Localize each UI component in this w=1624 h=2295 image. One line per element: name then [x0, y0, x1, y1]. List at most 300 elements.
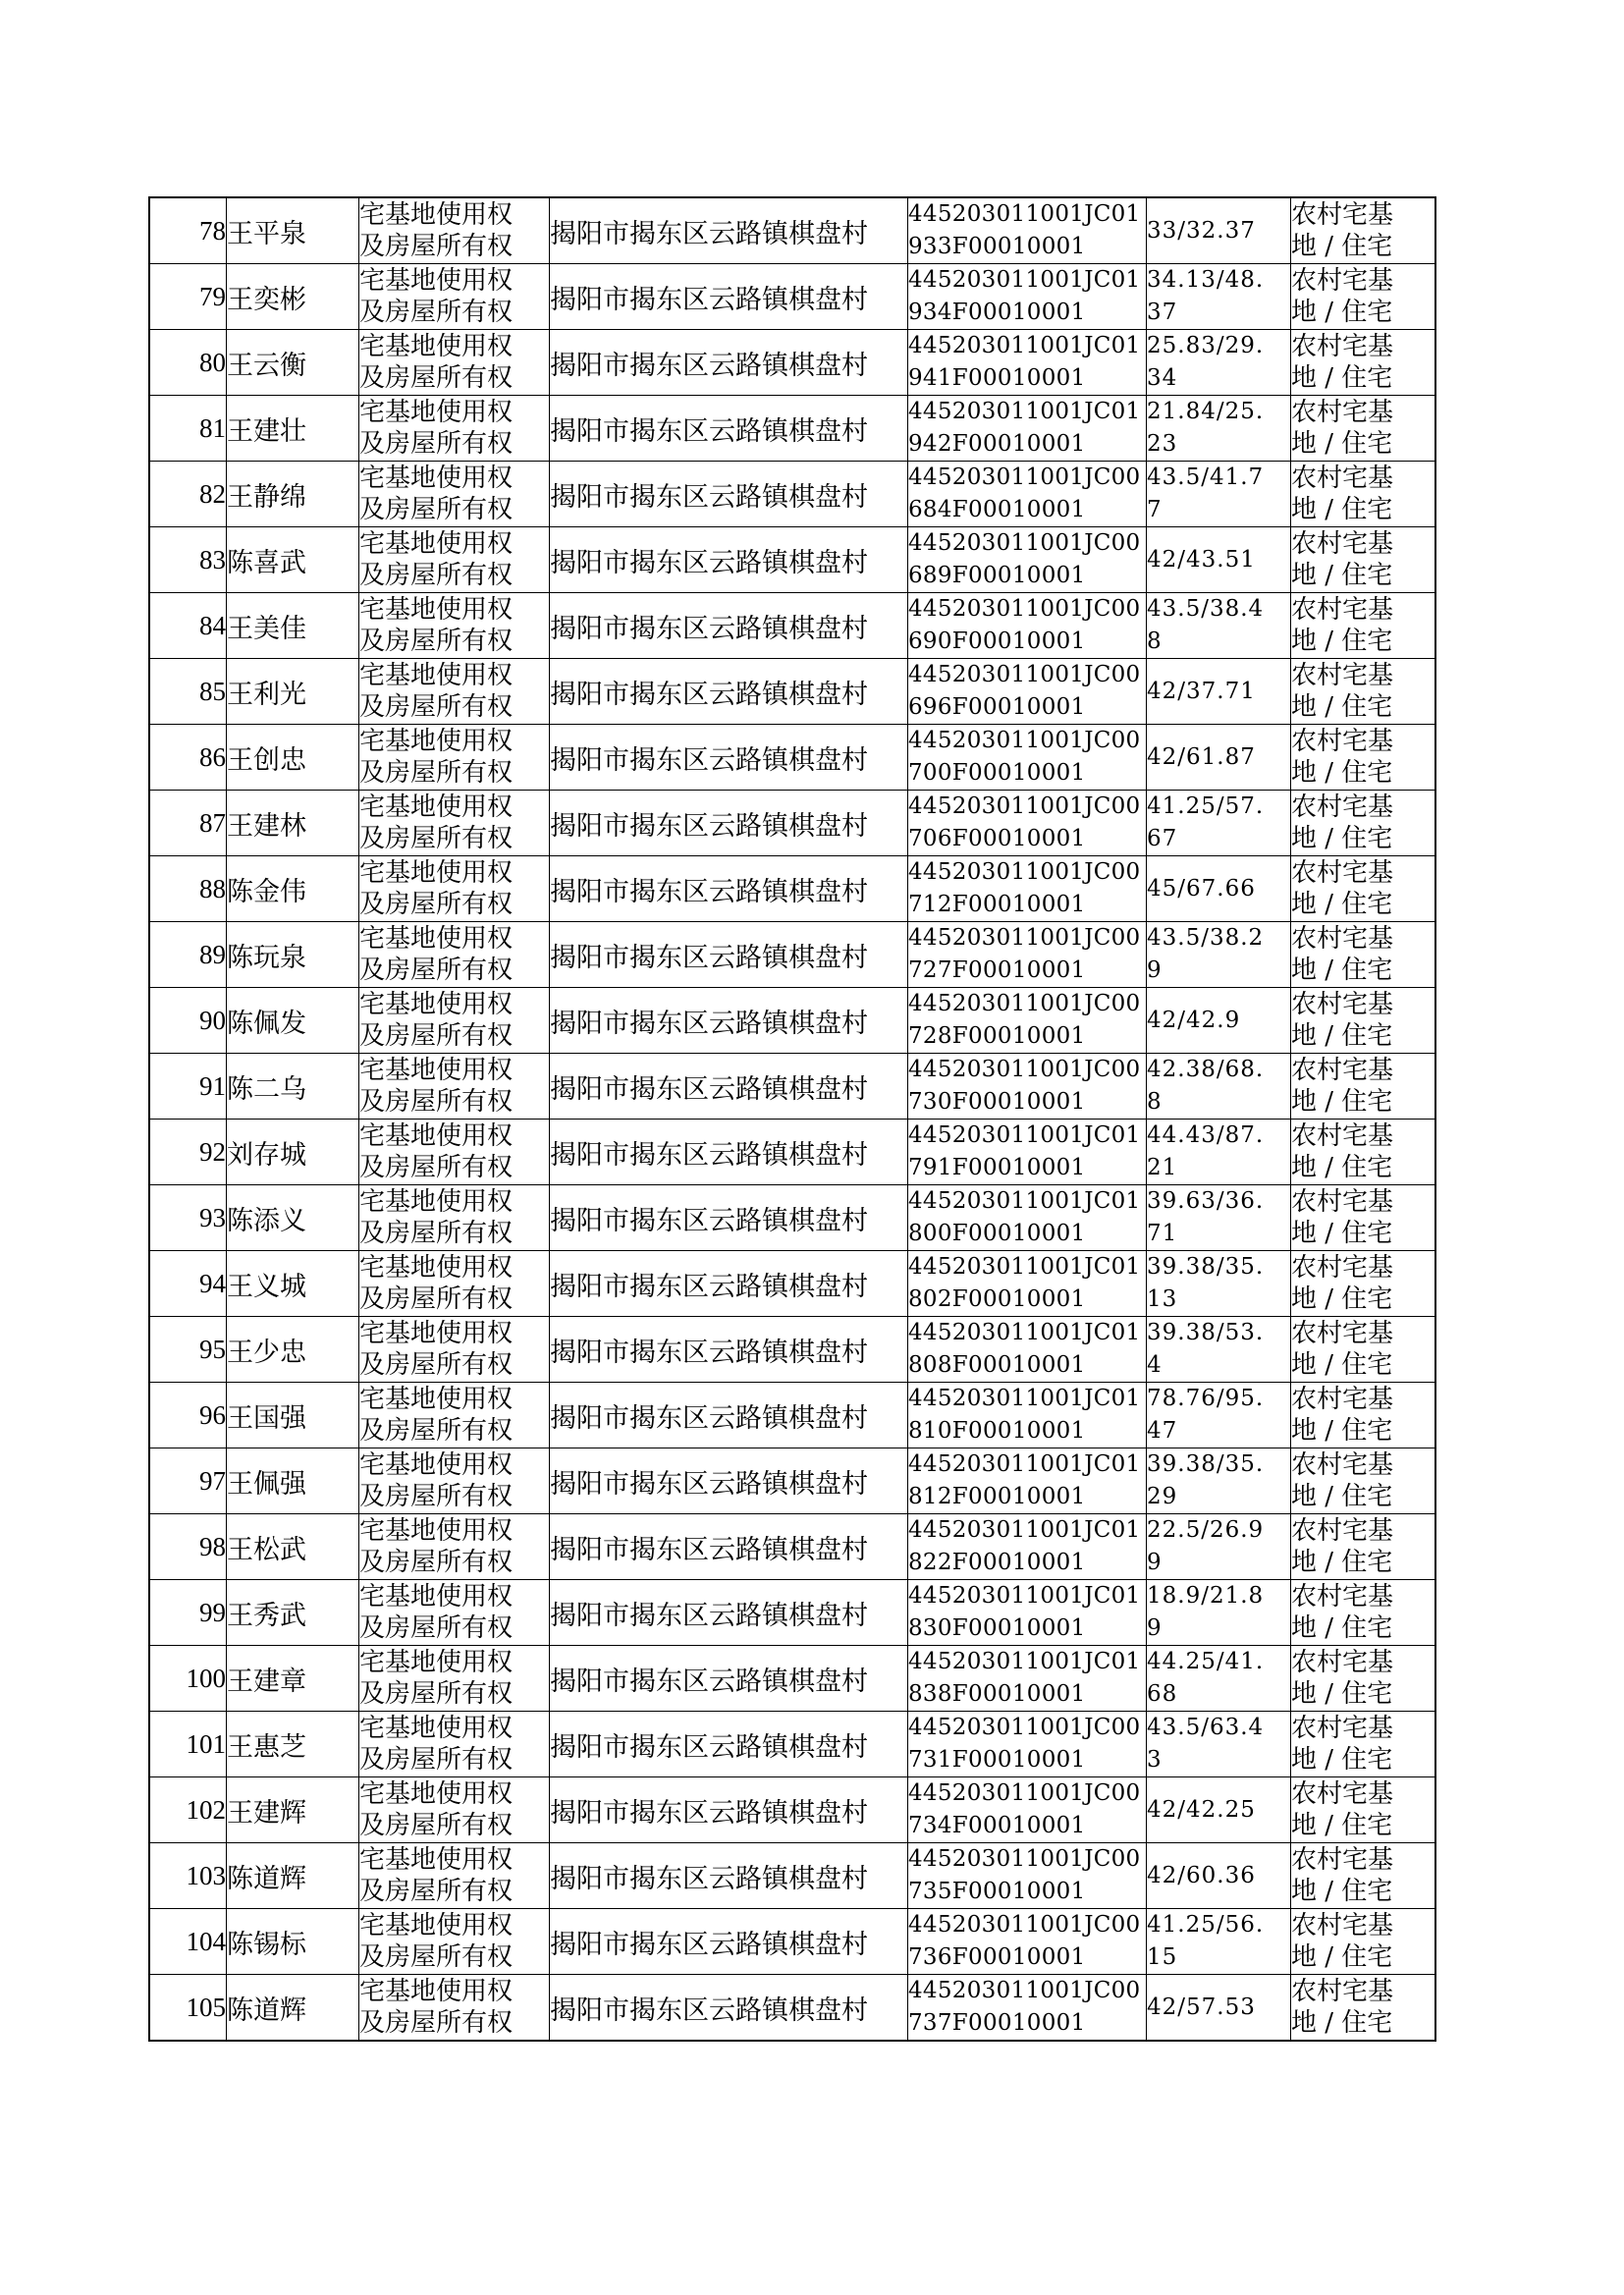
location-cell: [550, 1580, 908, 1646]
location-location-text: 揭阳市揭东区云路镇棋盘村: [550, 1929, 868, 1960]
owner-name-name-text: 王平泉: [227, 218, 306, 249]
unit-code-code1-text: 445203011001JC01: [908, 333, 1141, 358]
unit-code-code1-text: 445203011001JC00: [908, 1912, 1141, 1938]
unit-code-code1-text: 445203011001JC00: [908, 596, 1141, 622]
registration-table-body: [149, 197, 1435, 2041]
land-use-use1-text: 农村宅基: [1291, 727, 1394, 756]
owner-name-name-text: 王建林: [227, 810, 306, 842]
area-cell: [1147, 197, 1291, 264]
unit-code-code1-text: 445203011001JC00: [908, 464, 1141, 490]
area-area2-text: 71: [1147, 1221, 1178, 1246]
row-number-no-text: 84: [199, 610, 226, 640]
location-location-text: 揭阳市揭东区云路镇棋盘村: [550, 1008, 868, 1039]
unit-code-code2-text: 800F00010001: [908, 1221, 1086, 1246]
area-cell: [1147, 1054, 1291, 1120]
row-number-no-text: 92: [199, 1136, 226, 1167]
land-use-cell: [1291, 725, 1436, 791]
unit-code-cell: [908, 1777, 1147, 1843]
area-area2-text: 8: [1147, 628, 1163, 654]
table-row: [149, 462, 1435, 527]
right-type-type2-text: 及房屋所有权: [359, 1284, 514, 1314]
area-cell: [1147, 1448, 1291, 1514]
owner-name-name-text: 王建辉: [227, 1797, 306, 1829]
land-use-use2-text: 地 / 住宅: [1291, 1482, 1393, 1511]
right-type-type1-text: 宅基地使用权: [359, 1845, 514, 1875]
land-use-use2-text: 地 / 住宅: [1291, 1153, 1393, 1182]
land-use-use1-text: 农村宅基: [1291, 266, 1394, 296]
land-use-use2-text: 地 / 住宅: [1291, 627, 1393, 656]
unit-code-code2-text: 808F00010001: [908, 1352, 1086, 1378]
owner-name-cell: [227, 1843, 359, 1909]
location-cell: [550, 856, 908, 922]
area-cell: [1147, 791, 1291, 856]
right-type-cell: [359, 1909, 550, 1975]
location-location-text: 揭阳市揭东区云路镇棋盘村: [550, 613, 868, 644]
land-use-cell: [1291, 1383, 1436, 1448]
land-use-use1-text: 农村宅基: [1291, 1911, 1394, 1940]
unit-code-code1-text: 445203011001JC01: [908, 1320, 1141, 1345]
area-cell: [1147, 1514, 1291, 1580]
land-use-cell: [1291, 1975, 1436, 2042]
right-type-type2-text: 及房屋所有权: [359, 824, 514, 853]
unit-code-cell: [908, 922, 1147, 988]
land-use-cell: [1291, 1580, 1436, 1646]
location-cell: [550, 922, 908, 988]
area-area2-text: 68: [1147, 1681, 1178, 1707]
location-location-text: 揭阳市揭东区云路镇棋盘村: [550, 744, 868, 776]
area-area2-text: 9: [1147, 1615, 1163, 1641]
table-row: [149, 527, 1435, 593]
land-use-use2-text: 地 / 住宅: [1291, 1877, 1393, 1906]
owner-name-cell: [227, 593, 359, 659]
land-use-cell: [1291, 396, 1436, 462]
area-area1-text: 39.63/36.: [1147, 1188, 1265, 1214]
land-use-use2-text: 地 / 住宅: [1291, 429, 1393, 459]
row-number-cell: [149, 1317, 227, 1383]
right-type-type2-text: 及房屋所有权: [359, 363, 514, 393]
land-use-use1-text: 农村宅基: [1291, 1582, 1394, 1612]
row-number-no-text: 105: [186, 1992, 226, 2022]
land-use-use2-text: 地 / 住宅: [1291, 1284, 1393, 1314]
right-type-type2-text: 及房屋所有权: [359, 561, 514, 590]
location-cell: [550, 1185, 908, 1251]
area-cell: [1147, 725, 1291, 791]
right-type-type2-text: 及房屋所有权: [359, 1942, 514, 1972]
location-cell: [550, 1975, 908, 2042]
unit-code-code1-text: 445203011001JC00: [908, 1780, 1141, 1806]
area-area2-text: 9: [1147, 1550, 1163, 1575]
row-number-cell: [149, 1580, 227, 1646]
right-type-type1-text: 宅基地使用权: [359, 792, 514, 822]
right-type-cell: [359, 1975, 550, 2042]
location-location-text: 揭阳市揭东区云路镇棋盘村: [550, 1468, 868, 1500]
location-cell: [550, 1448, 908, 1514]
owner-name-cell: [227, 396, 359, 462]
table-row: [149, 1120, 1435, 1185]
area-area2-text: 23: [1147, 431, 1178, 457]
location-cell: [550, 659, 908, 725]
unit-code-code1-text: 445203011001JC01: [908, 399, 1141, 424]
row-number-cell: [149, 988, 227, 1054]
row-number-cell: [149, 1251, 227, 1317]
land-use-cell: [1291, 264, 1436, 330]
row-number-cell: [149, 1120, 227, 1185]
location-cell: [550, 593, 908, 659]
owner-name-cell: [227, 1646, 359, 1712]
right-type-type1-text: 宅基地使用权: [359, 1516, 514, 1546]
right-type-type1-text: 宅基地使用权: [359, 727, 514, 756]
land-use-cell: [1291, 330, 1436, 396]
area-cell: [1147, 462, 1291, 527]
row-number-no-text: 103: [186, 1860, 226, 1890]
right-type-type1-text: 宅基地使用权: [359, 924, 514, 954]
row-number-cell: [149, 330, 227, 396]
unit-code-cell: [908, 1251, 1147, 1317]
land-use-use2-text: 地 / 住宅: [1291, 1219, 1393, 1248]
land-use-use1-text: 农村宅基: [1291, 1385, 1394, 1414]
right-type-type1-text: 宅基地使用权: [359, 990, 514, 1019]
unit-code-code2-text: 802F00010001: [908, 1286, 1086, 1312]
owner-name-name-text: 王美佳: [227, 613, 306, 644]
land-use-use2-text: 地 / 住宅: [1291, 495, 1393, 524]
unit-code-code2-text: 728F00010001: [908, 1023, 1086, 1049]
right-type-type1-text: 宅基地使用权: [359, 1582, 514, 1612]
table-row: [149, 1514, 1435, 1580]
location-cell: [550, 791, 908, 856]
right-type-type1-text: 宅基地使用权: [359, 1187, 514, 1217]
owner-name-cell: [227, 1514, 359, 1580]
right-type-type1-text: 宅基地使用权: [359, 858, 514, 888]
unit-code-code2-text: 684F00010001: [908, 497, 1086, 522]
area-area1-text: 34.13/48.: [1147, 267, 1265, 293]
right-type-type2-text: 及房屋所有权: [359, 1548, 514, 1577]
right-type-type2-text: 及房屋所有权: [359, 495, 514, 524]
unit-code-cell: [908, 330, 1147, 396]
right-type-cell: [359, 922, 550, 988]
owner-name-name-text: 陈喜武: [227, 547, 306, 578]
row-number-cell: [149, 1712, 227, 1777]
unit-code-code1-text: 445203011001JC00: [908, 859, 1141, 885]
land-use-use1-text: 农村宅基: [1291, 1779, 1394, 1809]
area-cell: [1147, 1185, 1291, 1251]
unit-code-cell: [908, 1580, 1147, 1646]
table-row: [149, 1317, 1435, 1383]
location-cell: [550, 1317, 908, 1383]
unit-code-cell: [908, 791, 1147, 856]
location-location-text: 揭阳市揭东区云路镇棋盘村: [550, 350, 868, 381]
row-number-no-text: 96: [199, 1399, 226, 1430]
owner-name-name-text: 陈锡标: [227, 1929, 306, 1960]
row-number-no-text: 99: [199, 1597, 226, 1627]
unit-code-code1-text: 445203011001JC01: [908, 1254, 1141, 1280]
land-use-use2-text: 地 / 住宅: [1291, 956, 1393, 985]
row-number-no-text: 102: [186, 1794, 226, 1825]
row-number-no-text: 79: [199, 281, 226, 311]
area-cell: [1147, 1975, 1291, 2042]
table-row: [149, 1383, 1435, 1448]
right-type-type2-text: 及房屋所有权: [359, 1153, 514, 1182]
area-cell: [1147, 659, 1291, 725]
area-area2-text: 3: [1147, 1747, 1163, 1773]
right-type-type1-text: 宅基地使用权: [359, 595, 514, 625]
right-type-type2-text: 及房屋所有权: [359, 1087, 514, 1117]
row-number-cell: [149, 396, 227, 462]
owner-name-name-text: 王佩强: [227, 1468, 306, 1500]
owner-name-name-text: 王创忠: [227, 744, 306, 776]
area-cell: [1147, 922, 1291, 988]
right-type-type2-text: 及房屋所有权: [359, 1482, 514, 1511]
right-type-type2-text: 及房屋所有权: [359, 1416, 514, 1446]
land-use-cell: [1291, 1317, 1436, 1383]
right-type-cell: [359, 396, 550, 462]
right-type-type1-text: 宅基地使用权: [359, 1911, 514, 1940]
unit-code-code1-text: 445203011001JC01: [908, 201, 1141, 227]
table-row: [149, 264, 1435, 330]
right-type-type1-text: 宅基地使用权: [359, 1648, 514, 1677]
right-type-cell: [359, 725, 550, 791]
land-use-use1-text: 农村宅基: [1291, 1516, 1394, 1546]
area-area1-text: 41.25/56.: [1147, 1912, 1265, 1938]
right-type-type2-text: 及房屋所有权: [359, 692, 514, 722]
area-cell: [1147, 527, 1291, 593]
land-use-cell: [1291, 1120, 1436, 1185]
land-use-use1-text: 农村宅基: [1291, 924, 1394, 954]
area-cell: [1147, 593, 1291, 659]
land-use-use2-text: 地 / 住宅: [1291, 2008, 1393, 2038]
unit-code-code2-text: 734F00010001: [908, 1813, 1086, 1838]
row-number-no-text: 81: [199, 412, 226, 443]
area-cell: [1147, 856, 1291, 922]
location-location-text: 揭阳市揭东区云路镇棋盘村: [550, 810, 868, 842]
owner-name-name-text: 王建壮: [227, 415, 306, 447]
right-type-type2-text: 及房屋所有权: [359, 232, 514, 261]
unit-code-code2-text: 736F00010001: [908, 1944, 1086, 1970]
right-type-type2-text: 及房屋所有权: [359, 1350, 514, 1380]
land-use-use1-text: 农村宅基: [1291, 1450, 1394, 1480]
unit-code-cell: [908, 1975, 1147, 2042]
land-use-use1-text: 农村宅基: [1291, 595, 1394, 625]
owner-name-name-text: 王国强: [227, 1402, 306, 1434]
location-location-text: 揭阳市揭东区云路镇棋盘村: [550, 1731, 868, 1763]
unit-code-code2-text: 689F00010001: [908, 563, 1086, 588]
owner-name-cell: [227, 856, 359, 922]
row-number-no-text: 90: [199, 1005, 226, 1035]
right-type-type1-text: 宅基地使用权: [359, 398, 514, 427]
area-cell: [1147, 988, 1291, 1054]
land-use-cell: [1291, 1777, 1436, 1843]
area-area1-text: 39.38/53.: [1147, 1320, 1265, 1345]
land-use-cell: [1291, 1514, 1436, 1580]
land-use-cell: [1291, 593, 1436, 659]
table-row: [149, 593, 1435, 659]
owner-name-name-text: 刘存城: [227, 1139, 306, 1171]
owner-name-cell: [227, 1448, 359, 1514]
land-use-use1-text: 农村宅基: [1291, 529, 1394, 559]
right-type-type1-text: 宅基地使用权: [359, 1714, 514, 1743]
location-location-text: 揭阳市揭东区云路镇棋盘村: [550, 1534, 868, 1565]
row-number-cell: [149, 922, 227, 988]
right-type-cell: [359, 1251, 550, 1317]
unit-code-code2-text: 933F00010001: [908, 234, 1086, 259]
row-number-no-text: 80: [199, 347, 226, 377]
unit-code-cell: [908, 1646, 1147, 1712]
location-location-text: 揭阳市揭东区云路镇棋盘村: [550, 1797, 868, 1829]
location-cell: [550, 462, 908, 527]
unit-code-cell: [908, 1843, 1147, 1909]
table-row: [149, 791, 1435, 856]
location-cell: [550, 725, 908, 791]
unit-code-code1-text: 445203011001JC00: [908, 793, 1141, 819]
land-use-cell: [1291, 1843, 1436, 1909]
land-use-use2-text: 地 / 住宅: [1291, 758, 1393, 788]
right-type-type2-text: 及房屋所有权: [359, 1613, 514, 1643]
right-type-cell: [359, 791, 550, 856]
land-use-use2-text: 地 / 住宅: [1291, 692, 1393, 722]
row-number-no-text: 83: [199, 544, 226, 574]
table-row: [149, 725, 1435, 791]
unit-code-code1-text: 445203011001JC01: [908, 1649, 1141, 1674]
unit-code-cell: [908, 988, 1147, 1054]
unit-code-code2-text: 791F00010001: [908, 1155, 1086, 1180]
area-cell: [1147, 1843, 1291, 1909]
location-cell: [550, 1120, 908, 1185]
unit-code-code1-text: 445203011001JC00: [908, 530, 1141, 556]
area-area1-text: 44.43/87.: [1147, 1122, 1265, 1148]
row-number-no-text: 87: [199, 807, 226, 838]
land-use-cell: [1291, 1251, 1436, 1317]
row-number-cell: [149, 197, 227, 264]
owner-name-cell: [227, 197, 359, 264]
area-area2-text: 7: [1147, 497, 1163, 522]
location-cell: [550, 1514, 908, 1580]
right-type-cell: [359, 1843, 550, 1909]
right-type-cell: [359, 593, 550, 659]
table-row: [149, 1185, 1435, 1251]
right-type-cell: [359, 264, 550, 330]
row-number-cell: [149, 1909, 227, 1975]
row-number-no-text: 98: [199, 1531, 226, 1561]
location-cell: [550, 1646, 908, 1712]
right-type-type2-text: 及房屋所有权: [359, 758, 514, 788]
right-type-type2-text: 及房屋所有权: [359, 1679, 514, 1709]
area-area2-text: 13: [1147, 1286, 1178, 1312]
area-area2-text: 8: [1147, 1089, 1163, 1115]
unit-code-cell: [908, 264, 1147, 330]
location-cell: [550, 1383, 908, 1448]
row-number-cell: [149, 527, 227, 593]
unit-code-cell: [908, 1448, 1147, 1514]
unit-code-code1-text: 445203011001JC00: [908, 728, 1141, 753]
row-number-no-text: 91: [199, 1070, 226, 1101]
location-location-text: 揭阳市揭东区云路镇棋盘村: [550, 284, 868, 315]
land-use-use2-text: 地 / 住宅: [1291, 298, 1393, 327]
row-number-no-text: 88: [199, 873, 226, 903]
area-area1-text: 41.25/57.: [1147, 793, 1265, 819]
area-area1-text: 78.76/95.: [1147, 1386, 1265, 1411]
right-type-type1-text: 宅基地使用权: [359, 1977, 514, 2006]
land-use-use2-text: 地 / 住宅: [1291, 1745, 1393, 1775]
land-use-cell: [1291, 197, 1436, 264]
unit-code-cell: [908, 1514, 1147, 1580]
table-row: [149, 659, 1435, 725]
area-area2-text: 47: [1147, 1418, 1178, 1444]
location-location-text: 揭阳市揭东区云路镇棋盘村: [550, 876, 868, 907]
owner-name-cell: [227, 988, 359, 1054]
land-use-use2-text: 地 / 住宅: [1291, 1613, 1393, 1643]
unit-code-code1-text: 445203011001JC00: [908, 925, 1141, 951]
location-location-text: 揭阳市揭东区云路镇棋盘村: [550, 1337, 868, 1368]
unit-code-code2-text: 727F00010001: [908, 957, 1086, 983]
row-number-cell: [149, 1777, 227, 1843]
land-use-use1-text: 农村宅基: [1291, 332, 1394, 361]
row-number-cell: [149, 856, 227, 922]
area-cell: [1147, 1777, 1291, 1843]
owner-name-name-text: 王奕彬: [227, 284, 306, 315]
location-cell: [550, 197, 908, 264]
land-use-use1-text: 农村宅基: [1291, 1253, 1394, 1283]
owner-name-cell: [227, 1383, 359, 1448]
land-use-use1-text: 农村宅基: [1291, 990, 1394, 1019]
row-number-cell: [149, 593, 227, 659]
right-type-cell: [359, 330, 550, 396]
land-use-use1-text: 农村宅基: [1291, 792, 1394, 822]
location-location-text: 揭阳市揭东区云路镇棋盘村: [550, 1139, 868, 1171]
table-row: [149, 922, 1435, 988]
location-location-text: 揭阳市揭东区云路镇棋盘村: [550, 1402, 868, 1434]
table-row: [149, 1777, 1435, 1843]
land-use-cell: [1291, 922, 1436, 988]
location-location-text: 揭阳市揭东区云路镇棋盘村: [550, 1600, 868, 1631]
owner-name-name-text: 陈二乌: [227, 1073, 306, 1105]
unit-code-code2-text: 700F00010001: [908, 760, 1086, 786]
land-use-use2-text: 地 / 住宅: [1291, 1942, 1393, 1972]
unit-code-code1-text: 445203011001JC00: [908, 662, 1141, 687]
row-number-no-text: 86: [199, 741, 226, 772]
right-type-cell: [359, 1383, 550, 1448]
land-use-use1-text: 农村宅基: [1291, 200, 1394, 230]
area-cell: [1147, 1120, 1291, 1185]
table-row: [149, 1909, 1435, 1975]
owner-name-name-text: 陈玩泉: [227, 942, 306, 973]
area-cell: [1147, 1646, 1291, 1712]
unit-code-code1-text: 445203011001JC00: [908, 1846, 1141, 1872]
right-type-type1-text: 宅基地使用权: [359, 1319, 514, 1348]
area-area1-text: 39.38/35.: [1147, 1254, 1265, 1280]
unit-code-code2-text: 731F00010001: [908, 1747, 1086, 1773]
area-cell: [1147, 396, 1291, 462]
table-row: [149, 1448, 1435, 1514]
location-cell: [550, 1777, 908, 1843]
owner-name-name-text: 王松武: [227, 1534, 306, 1565]
row-number-no-text: 100: [186, 1663, 226, 1693]
right-type-type2-text: 及房屋所有权: [359, 627, 514, 656]
land-use-cell: [1291, 462, 1436, 527]
area-area1-text: 22.5/26.9: [1147, 1517, 1265, 1543]
unit-code-cell: [908, 1317, 1147, 1383]
area-area1-text: 43.5/38.4: [1147, 596, 1265, 622]
right-type-cell: [359, 659, 550, 725]
owner-name-name-text: 陈添义: [227, 1205, 306, 1236]
land-use-use2-text: 地 / 住宅: [1291, 561, 1393, 590]
unit-code-code1-text: 445203011001JC01: [908, 1451, 1141, 1477]
area-area2-text: 37: [1147, 300, 1178, 325]
land-use-use1-text: 农村宅基: [1291, 858, 1394, 888]
owner-name-cell: [227, 527, 359, 593]
owner-name-cell: [227, 1975, 359, 2042]
land-use-use1-text: 农村宅基: [1291, 464, 1394, 493]
right-type-type1-text: 宅基地使用权: [359, 464, 514, 493]
owner-name-cell: [227, 462, 359, 527]
